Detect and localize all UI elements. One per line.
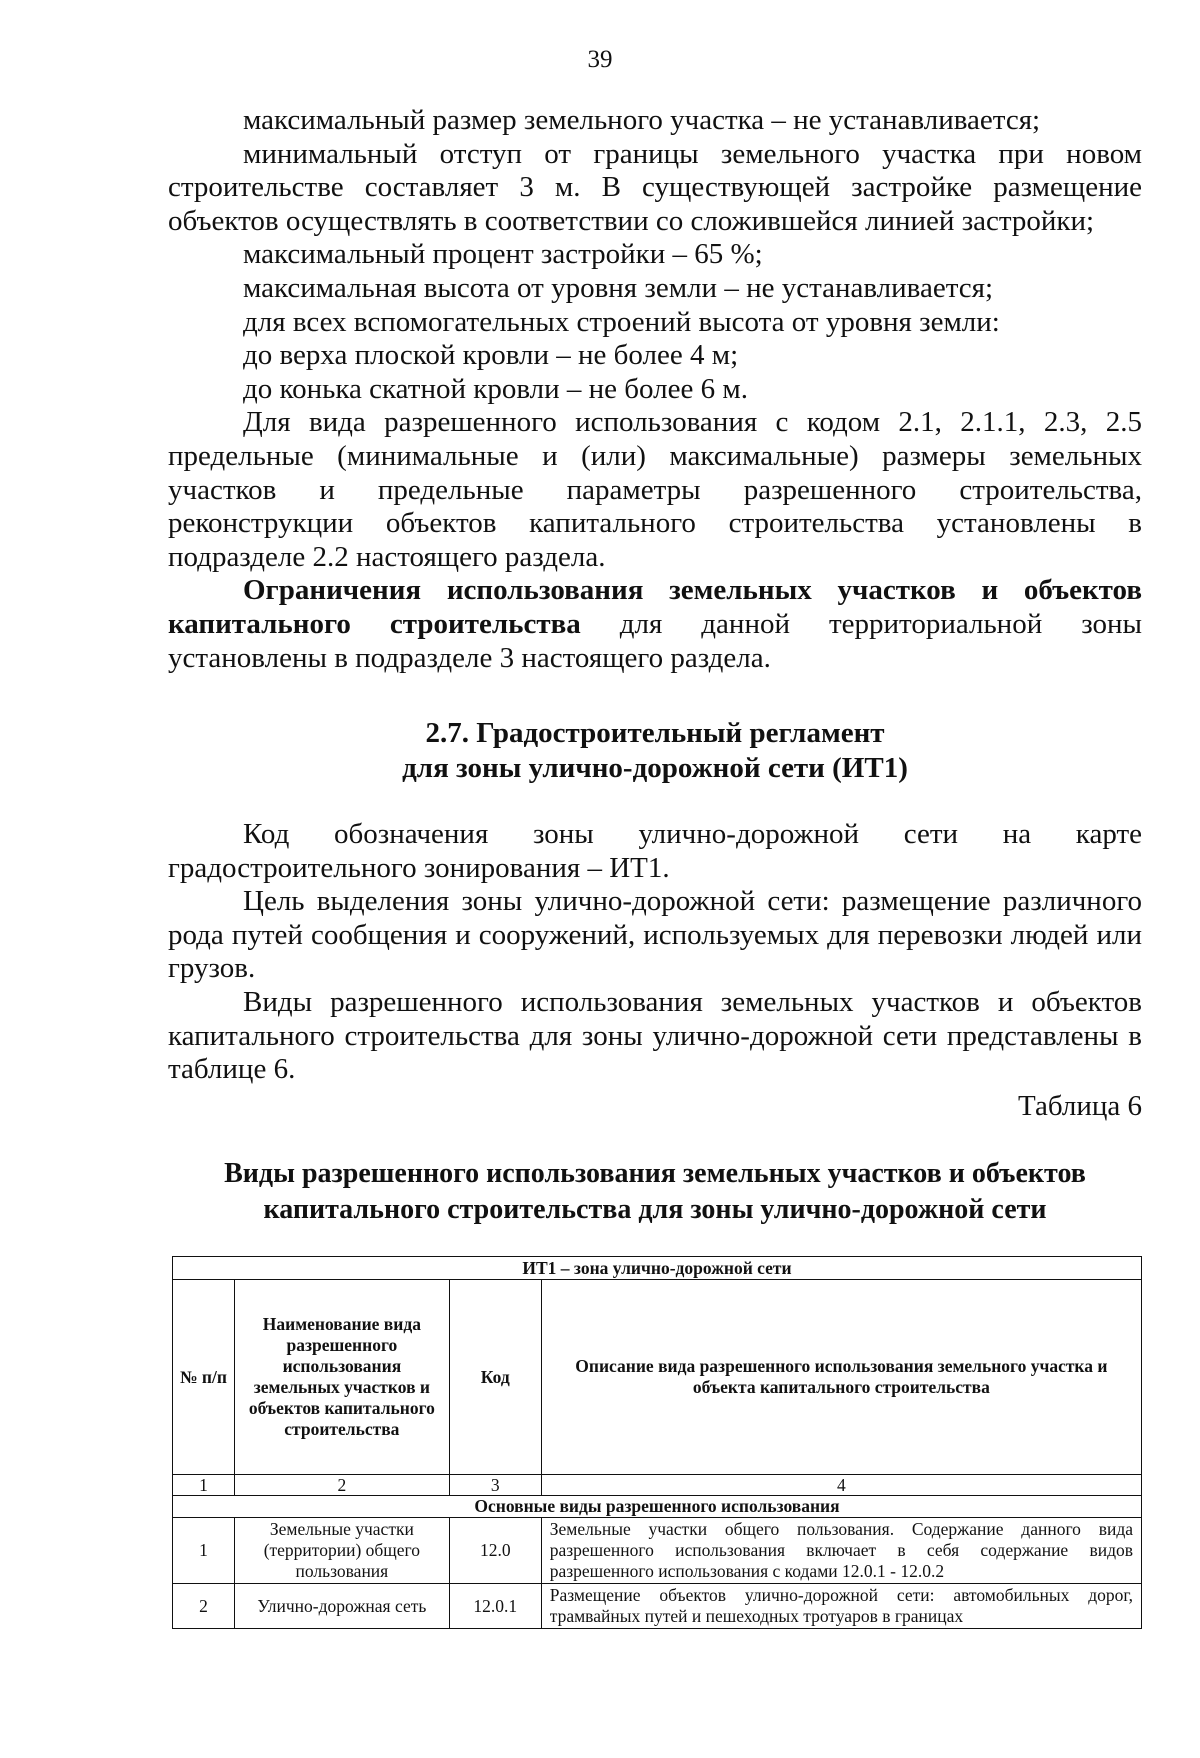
paragraph: до верха плоской кровли – не более 4 м; <box>243 339 739 372</box>
table-title <box>168 1156 1142 1228</box>
column-number: 4 <box>541 1475 1141 1496</box>
zone-header-cell: ИТ1 – зона улично-дорожной сети <box>173 1257 1142 1280</box>
paragraph: Код обозначения зоны улично-дорожной сети на карте градостроительного зонирования – ИТ1. <box>168 818 1142 884</box>
column-number: 1 <box>173 1475 235 1496</box>
group-header-cell: Основные виды разрешенного использования <box>173 1496 1142 1518</box>
land-use-table <box>172 1256 1142 1629</box>
body-text <box>168 104 1142 675</box>
header-cell-description: Описание вида разрешенного использования земельного участка и объекта капитального строительства <box>541 1280 1141 1475</box>
paragraph: для всех вспомогательных строений высота от уровня земли: <box>243 305 1000 338</box>
paragraph: Цель выделения зоны улично-дорожной сети: размещение различного рода путей сообщения и сооружений, используемых для перевозки людей или грузов. <box>168 885 1142 985</box>
row-description: Земельные участки общего пользования. Содержание данного вида разрешенного использования включает в себя содержание видов разрешенного использования с кодами 12.0.1 - 12.0.2 <box>541 1518 1141 1584</box>
header-cell-code: Код <box>449 1280 541 1475</box>
row-description: Размещение объектов улично-дорожной сети: автомобильных дорог, трамвайных путей и пешеходных тротуаров в границах <box>541 1584 1141 1629</box>
row-name: Земельные участки (территории) общего пользования <box>234 1518 449 1584</box>
header-cell-name: Наименование вида разрешенного использования земельных участков и объектов капитального строительства <box>234 1280 449 1475</box>
restrictions-bold-text: Ограничения использования земельных участков и объектов капитального строительства <box>168 574 1142 640</box>
table-row <box>173 1518 1142 1584</box>
restrictions-paragraph <box>168 574 1142 675</box>
group-header-row <box>173 1496 1142 1518</box>
row-name: Улично-дорожная сеть <box>234 1584 449 1629</box>
header-cell-num: № п/п <box>173 1280 235 1475</box>
row-code: 12.0 <box>449 1518 541 1584</box>
table-label: Таблица 6 <box>1017 1090 1142 1122</box>
row-code: 12.0.1 <box>449 1584 541 1629</box>
zone-header-row <box>173 1257 1142 1280</box>
paragraph: максимальный процент застройки – 65 %; <box>243 238 763 271</box>
row-num: 1 <box>173 1518 235 1584</box>
section-title-line: 2.7. Градостроительный регламент <box>425 717 885 749</box>
restrictions-text: для данной территориальной зоны установлены в подразделе 3 настоящего раздела. <box>168 607 1142 674</box>
section-title <box>168 716 1142 786</box>
table-title-line: капитального строительства для зоны улично-дорожной сети <box>263 1194 1047 1225</box>
column-number: 3 <box>449 1475 541 1496</box>
paragraph: Для вида разрешенного использования с кодом 2.1, 2.1.1, 2.3, 2.5 предельные (минимальные и (или) максимальные) размеры земельных участков и предельные параметры разрешенного строительства, реконструкции объектов капитального строительства установлены в подразделе 2.2 настоящего раздела. <box>168 406 1142 573</box>
table-row <box>173 1584 1142 1629</box>
column-header-row <box>173 1280 1142 1475</box>
paragraph: максимальный размер земельного участка – не устанавливается; <box>243 104 1041 136</box>
paragraph: Виды разрешенного использования земельных участков и объектов капитального строительства для зоны улично-дорожной сети представлены в таблице 6. <box>168 985 1142 1086</box>
row-num: 2 <box>173 1584 235 1629</box>
intro-text <box>168 818 1142 1087</box>
column-number: 2 <box>234 1475 449 1496</box>
section-title-line: для зоны улично-дорожной сети (ИТ1) <box>402 752 908 784</box>
paragraph: минимальный отступ от границы земельного участка при новом строительстве составляет 3 м. В существующей застройке размещение объектов осуществлять в соответствии со сложившейся линией застройки; <box>168 137 1142 237</box>
page-number: 39 <box>587 46 613 73</box>
paragraph: до конька скатной кровли – не более 6 м. <box>243 372 748 405</box>
table-title-line: Виды разрешенного использования земельных участков и объектов <box>224 1158 1086 1189</box>
paragraph: максимальная высота от уровня земли – не устанавливается; <box>243 271 994 304</box>
column-number-row <box>173 1475 1142 1496</box>
